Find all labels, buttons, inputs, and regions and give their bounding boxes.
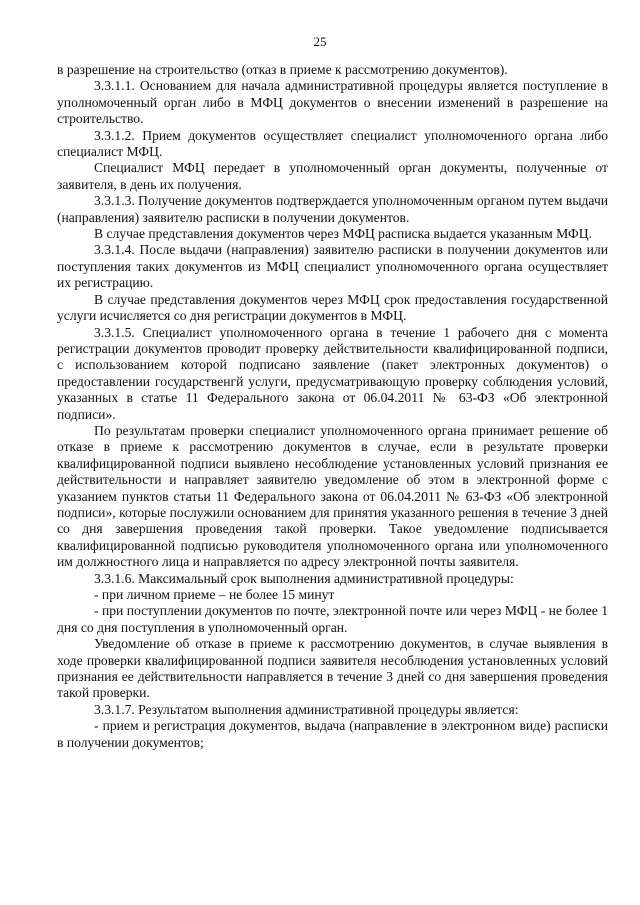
paragraph: По результатам проверки специалист уполномоченного органа принимает решение об отказе в приеме к рассмотрению документов в случае, если в результате проверки квалифицированной подписи выявлено несоблюдение установленных условий признания ее действительности и направляет заявителю уведомление об этом в электронной форме с указанием пунктов статьи 11 Федерального закона от 06.04.2011 № 63-ФЗ «Об электронной подписи», которые послужили основанием для принятия указанного решения в течение 3 дней со дня завершения проведения такой проверки. Такое уведомление подписывается квалифицированной подписью руководителя уполномоченного органа или уполномоченного им должностного лица и направляется по адресу электронной почты заявителя. xyxy=(57,422,608,570)
paragraph: 3.3.1.5. Специалист уполномоченного органа в течение 1 рабочего дня с момента регистрации документов проводит проверку действительности квалифицированной подписи, с использованием которой подписано заявление (пакет электронных документов) о предоставлении государственгй услуги, предусматривающую проверку соблюдения условий, указанных в статье 11 Федерального закона от 06.04.2011 № 63-ФЗ «Об электронной подписи». xyxy=(57,324,608,422)
paragraph: в разрешение на строительство (отказ в приеме к рассмотрению документов). xyxy=(57,62,508,77)
list-item: - прием и регистрация документов, выдача (направление в электронном виде) расписки в получении документов; xyxy=(57,718,608,750)
paragraph: 3.3.1.4. После выдачи (направления) заявителю расписки в получении документов или поступления таких документов из МФЦ специалист уполномоченного органа осуществляет их регистрацию. xyxy=(57,242,608,291)
paragraph: 3.3.1.3. Получение документов подтверждается уполномоченным органом путем выдачи (направления) заявителю расписки в получении документов. xyxy=(57,193,608,225)
list-item: - при личном приеме – не более 15 минут xyxy=(94,587,335,602)
paragraph: Специалист МФЦ передает в уполномоченный орган документы, полученные от заявителя, в день их получения. xyxy=(57,160,608,192)
paragraph: 3.3.1.7. Результатом выполнения административной процедуры является: xyxy=(94,701,519,717)
paragraph: 3.3.1.6. Максимальный срок выполнения административной процедуры: xyxy=(94,570,514,586)
list-item: - при поступлении документов по почте, электронной почте или через МФЦ - не более 1 дня со дня поступления в уполномоченный орган. xyxy=(57,603,608,635)
paragraph: Уведомление об отказе в приеме к рассмотрению документов, в случае выявления в ходе проверки квалифицированной подписи заявителя несоблюдения установленных условий признания ее действительности направляется в течение 3 дней со дня завершения проведения такой проверки. xyxy=(57,636,608,701)
paragraph: В случае представления документов через МФЦ расписка выдается указанным МФЦ. xyxy=(94,226,592,242)
document-body xyxy=(57,62,608,751)
paragraph: 3.3.1.1. Основанием для начала административной процедуры является поступление в уполномоченный орган либо в МФЦ документов о внесении изменений в разрешение на строительство. xyxy=(57,78,608,127)
page-number: 25 xyxy=(313,34,327,49)
paragraph: 3.3.1.2. Прием документов осуществляет специалист уполномоченного органа либо специалист МФЦ. xyxy=(57,127,608,160)
paragraph: В случае представления документов через МФЦ срок предоставления государственной услуги исчисляется со дня регистрации документов в МФЦ. xyxy=(57,291,608,324)
